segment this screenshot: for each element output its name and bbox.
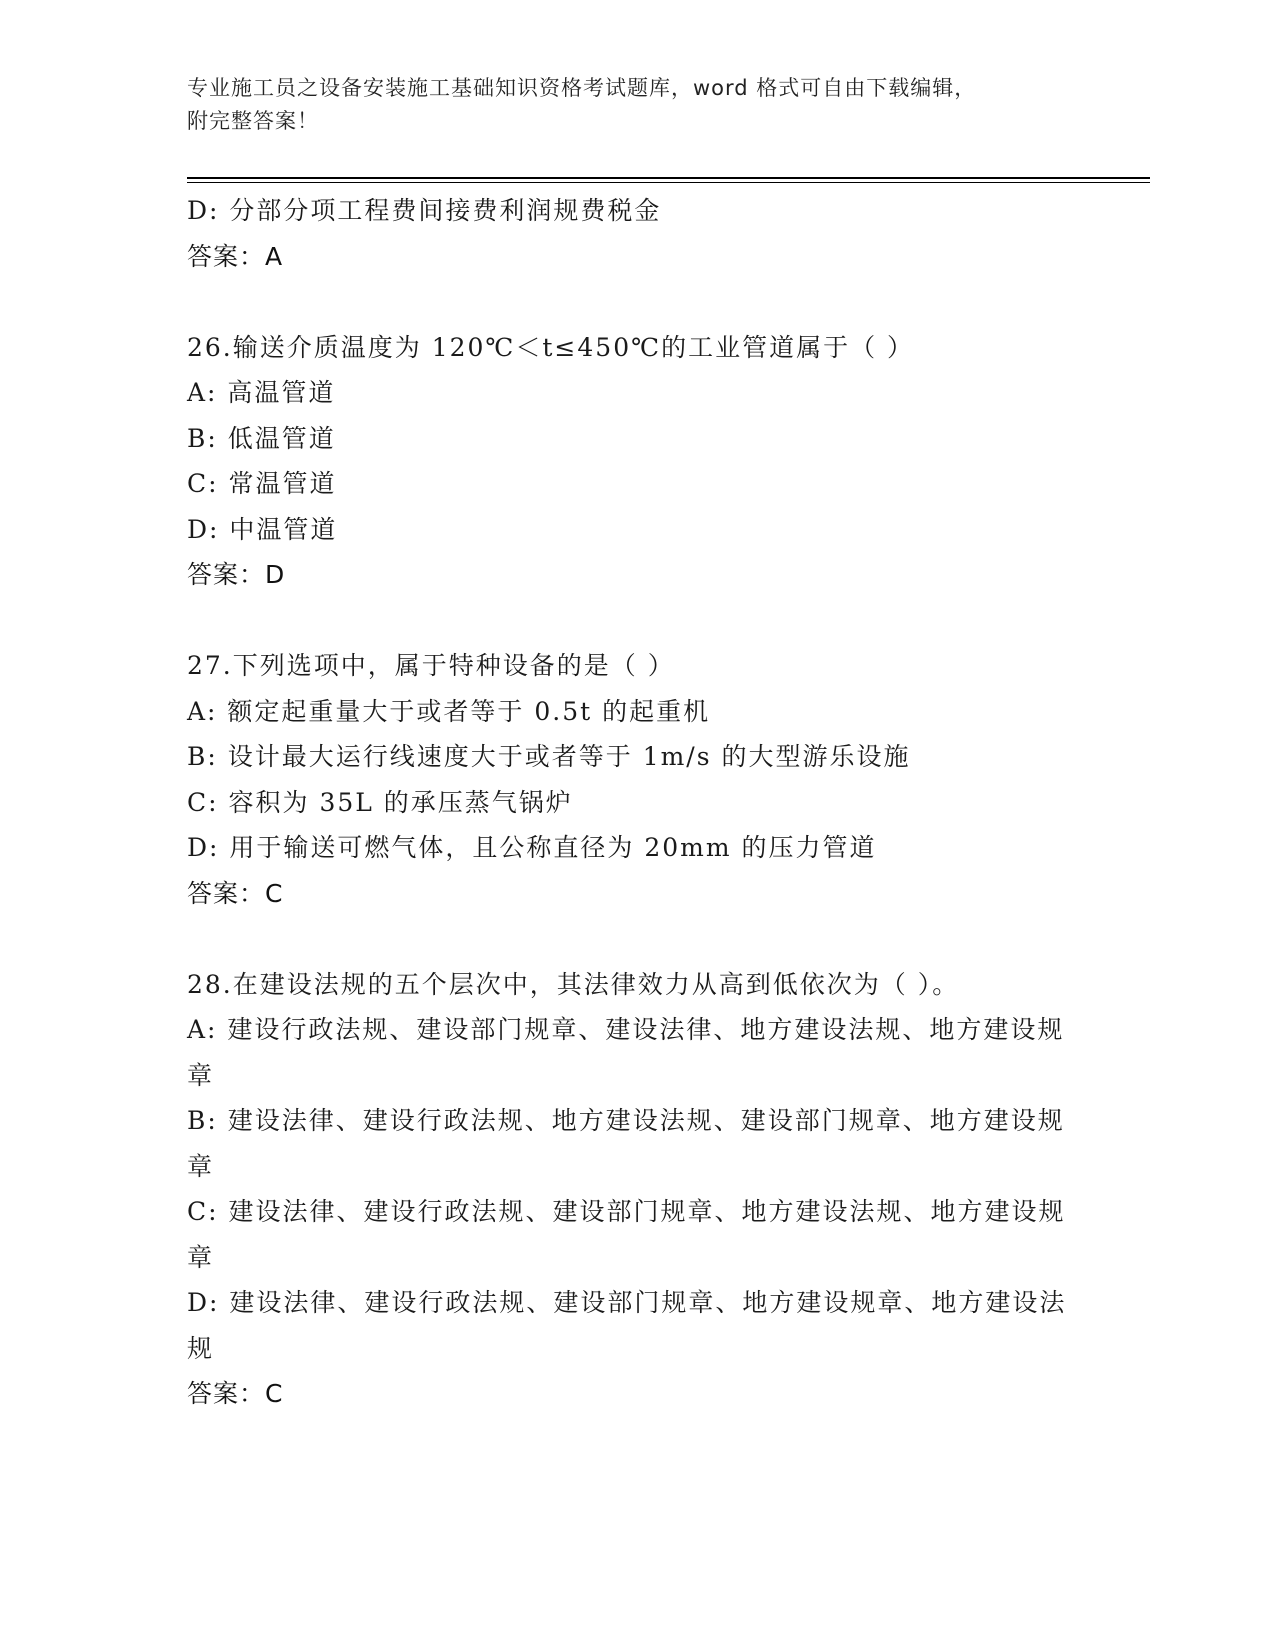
header-line-2: 附完整答案！ xyxy=(187,109,319,133)
option-d: D: 用于输送可燃气体，且公称直径为 20mm 的压力管道 xyxy=(187,833,877,862)
header-rule-thin xyxy=(187,182,1150,183)
option-b: B: 设计最大运行线速度大于或者等于 1m/s 的大型游乐设施 xyxy=(187,742,911,771)
document-body xyxy=(187,188,1087,1417)
answer-line: 答案：C xyxy=(187,878,284,908)
answer-line: 答案：D xyxy=(187,560,286,589)
question-stem: 28.在建设法规的五个层次中，其法律效力从高到低依次为（ ）。 xyxy=(187,969,960,999)
answer-line: 答案：A xyxy=(187,241,284,271)
question-gap xyxy=(187,916,1087,962)
question-stem: 26.输送介质温度为 120℃＜t≤450℃的工业管道属于（ ） xyxy=(187,332,915,362)
header-rule-thick xyxy=(187,177,1150,179)
option-b: B: 低温管道 xyxy=(187,423,336,453)
option-b: B: 建设法律、建设行政法规、地方建设法规、建设部门规章、地方建设规章 xyxy=(187,1106,1065,1181)
question-gap xyxy=(187,598,1087,644)
option-c: C: 常温管道 xyxy=(187,469,337,498)
option-d: D: 中温管道 xyxy=(187,514,338,544)
option-c: C: 建设法律、建设行政法规、建设部门规章、地方建设法规、地方建设规章 xyxy=(187,1197,1066,1272)
option-d: D: 建设法律、建设行政法规、建设部门规章、地方建设规章、地方建设法规 xyxy=(187,1288,1067,1363)
question-28 xyxy=(187,962,1087,1417)
answer-line: 答案：C xyxy=(187,1379,284,1408)
header-line-1: 专业施工员之设备安装施工基础知识资格考试题库，word 格式可自由下载编辑， xyxy=(187,76,977,100)
previous-question-tail xyxy=(187,188,1087,279)
option-a: A: 建设行政法规、建设部门规章、建设法律、地方建设法规、地方建设规章 xyxy=(187,1015,1065,1090)
option-a: A: 额定起重量大于或者等于 0.5t 的起重机 xyxy=(187,696,711,726)
document-header xyxy=(187,72,1087,138)
question-27 xyxy=(187,643,1087,916)
question-gap xyxy=(187,279,1087,325)
question-26 xyxy=(187,325,1087,598)
option-c: C: 容积为 35L 的承压蒸气锅炉 xyxy=(187,787,573,817)
option-d: D: 分部分项工程费间接费利润规费税金 xyxy=(187,196,662,225)
question-stem: 27.下列选项中，属于特种设备的是（ ） xyxy=(187,651,675,680)
option-a: A: 高温管道 xyxy=(187,378,336,407)
